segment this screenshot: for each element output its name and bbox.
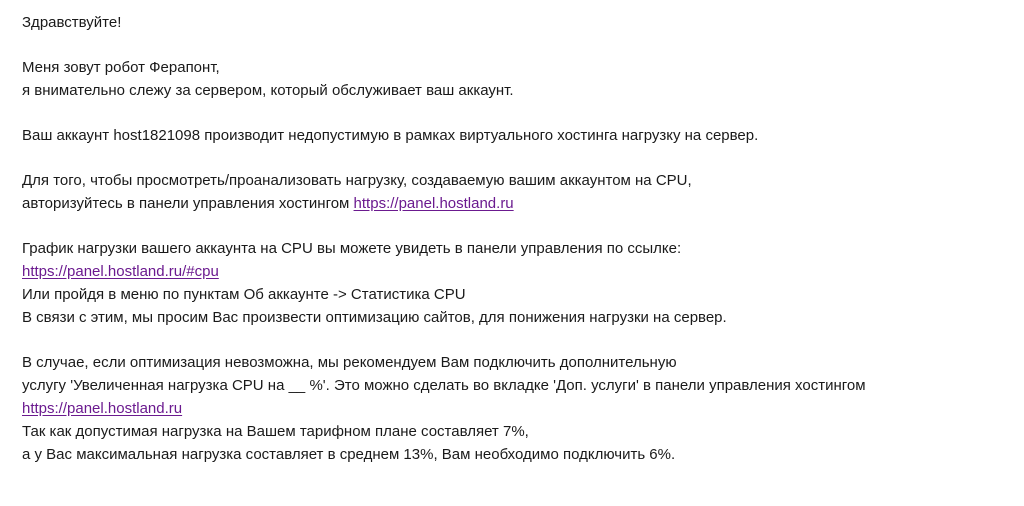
option-line-2: услугу 'Увеличенная нагрузка CPU на __ %'. Это можно сделать во вкладке 'Доп. услуги' в панели управления хостингом — [22, 377, 866, 394]
intro-line-2: я внимательно слежу за сервером, который обслуживает ваш аккаунт. — [22, 82, 514, 99]
graph-line-3: Или пройдя в меню по пунктам Об аккаунте -> Статистика CPU — [22, 286, 466, 303]
option-line-4: Так как допустимая нагрузка на Вашем тарифном плане составляет 7%, — [22, 423, 529, 440]
paragraph-spacer — [22, 329, 1024, 351]
paragraph-spacer — [22, 102, 1024, 124]
graph-line-2 — [22, 260, 1024, 283]
analyze-line-1: Для того, чтобы просмотреть/проанализовать нагрузку, создаваемую вашим аккаунтом на CPU, — [22, 172, 692, 189]
graph-line-1: График нагрузки вашего аккаунта на CPU вы можете увидеть в панели управления по ссылке: — [22, 240, 682, 257]
analyze-line-2 — [22, 192, 1024, 215]
option-line-5: а у Вас максимальная нагрузка составляет в среднем 13%, Вам необходимо подключить 6%. — [22, 446, 676, 463]
paragraph-spacer — [22, 147, 1024, 169]
analyze-line-2-text: авторизуйтесь в панели управления хостингом — [22, 195, 354, 212]
paragraph-spacer — [22, 34, 1024, 56]
cpu-stats-link[interactable]: https://panel.hostland.ru/#cpu — [22, 263, 219, 280]
intro-line-1: Меня зовут робот Ферапонт, — [22, 59, 220, 76]
account-notice: Ваш аккаунт host1821098 производит недопустимую в рамках виртуального хостинга нагрузку на сервер. — [22, 127, 759, 144]
option-line-3 — [22, 397, 1024, 420]
panel-link-2[interactable]: https://panel.hostland.ru — [22, 400, 183, 417]
graph-line-4: В связи с этим, мы просим Вас произвести оптимизацию сайтов, для понижения нагрузки на сервер. — [22, 309, 727, 326]
paragraph-spacer — [22, 215, 1024, 237]
greeting: Здравствуйте! — [22, 14, 122, 31]
option-line-1: В случае, если оптимизация невозможна, мы рекомендуем Вам подключить дополнительную — [22, 354, 677, 371]
panel-link[interactable]: https://panel.hostland.ru — [353, 195, 514, 212]
